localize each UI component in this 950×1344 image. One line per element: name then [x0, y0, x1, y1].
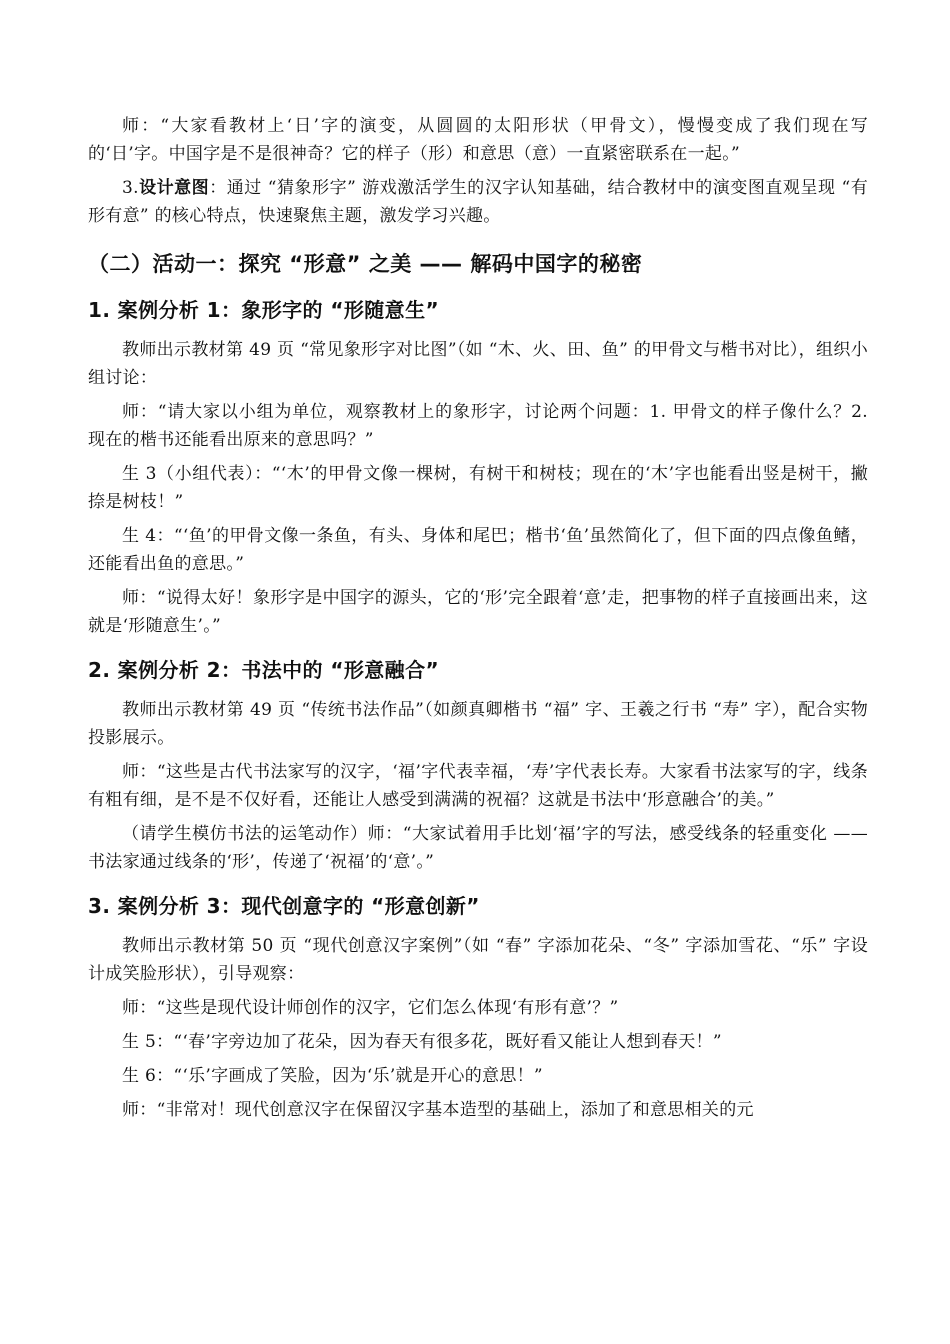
case3-paragraph: 生 5：“‘春’字旁边加了花朵，因为春天有很多花，既好看又能让人想到春天！” [122, 1032, 722, 1052]
section-heading-activity-one: （二）活动一：探究 “形意” 之美 —— 解码中国字的秘密 [88, 252, 643, 276]
case1-paragraph: 生 3（小组代表）：“‘木’的甲骨文像一棵树，有树干和树枝；现在的‘木’字也能看出竖是树干，撇捺是树枝！” [88, 464, 868, 512]
teacher-dialogue-ri: 师：“大家看教材上‘日’字的演变，从圆圆的太阳形状（甲骨文），慢慢变成了我们现在写的‘日’字。中国字是不是很神奇？它的样子（形）和意思（意）一直紧密联系在一起。” [88, 116, 868, 164]
case3-paragraph: 师：“这些是现代设计师创作的汉字，它们怎么体现‘有形有意’？” [122, 998, 619, 1018]
case3-heading: 3. 案例分析 3：现代创意字的 “形意创新” [88, 894, 480, 918]
case2-paragraph: （请学生模仿书法的运笔动作）师：“大家试着用手比划‘福’字的写法，感受线条的轻重变化 —— 书法家通过线条的‘形’，传递了‘祝福’的‘意’。” [88, 824, 868, 872]
case3-paragraph: 教师出示教材第 50 页 “现代创意汉字案例”（如 “春” 字添加花朵、“冬” 字添加雪花、“乐” 字设计成笑脸形状），引导观察： [88, 936, 868, 984]
case3-paragraph: 生 6：“‘乐’字画成了笑脸，因为‘乐’就是开心的意思！” [122, 1066, 543, 1086]
case1-paragraph: 师：“请大家以小组为单位，观察教材上的象形字，讨论两个问题：1. 甲骨文的样子像什么？2. 现在的楷书还能看出原来的意思吗？” [88, 402, 868, 450]
case1-paragraph: 生 4：“‘鱼’的甲骨文像一条鱼，有头、身体和尾巴；楷书‘鱼’虽然简化了，但下面的四点像鱼鳍，还能看出鱼的意思。” [88, 526, 868, 574]
document-body [88, 112, 868, 1124]
case3-paragraph: 师：“非常对！现代创意汉字在保留汉字基本造型的基础上，添加了和意思相关的元 [122, 1100, 754, 1120]
case2-paragraph: 教师出示教材第 49 页 “传统书法作品”（如颜真卿楷书 “福” 字、王羲之行书 “寿” 字），配合实物投影展示。 [88, 700, 868, 748]
case1-paragraph: 教师出示教材第 49 页 “常见象形字对比图”（如 “木、火、田、鱼” 的甲骨文与楷书对比），组织小组讨论： [88, 340, 868, 388]
design-intent-number: 3. [122, 178, 139, 198]
case1-paragraph: 师：“说得太好！象形字是中国字的源头，它的‘形’完全跟着‘意’走，把事物的样子直接画出来，这就是‘形随意生’。” [88, 588, 868, 636]
design-intent-paragraph [88, 174, 868, 230]
case2-heading: 2. 案例分析 2：书法中的 “形意融合” [88, 658, 440, 682]
case2-paragraph: 师：“这些是古代书法家写的汉字，‘福’字代表幸福，‘寿’字代表长寿。大家看书法家写的字，线条有粗有细，是不是不仅好看，还能让人感受到满满的祝福？这就是书法中‘形意融合’的美。” [88, 762, 868, 810]
design-intent-text: ：通过 “猜象形字” 游戏激活学生的汉字认知基础，结合教材中的演变图直观呈现 “有形有意” 的核心特点，快速聚焦主题，激发学习兴趣。 [88, 178, 868, 226]
design-intent-label: 设计意图 [138, 178, 210, 198]
case1-heading: 1. 案例分析 1：象形字的 “形随意生” [88, 298, 440, 322]
